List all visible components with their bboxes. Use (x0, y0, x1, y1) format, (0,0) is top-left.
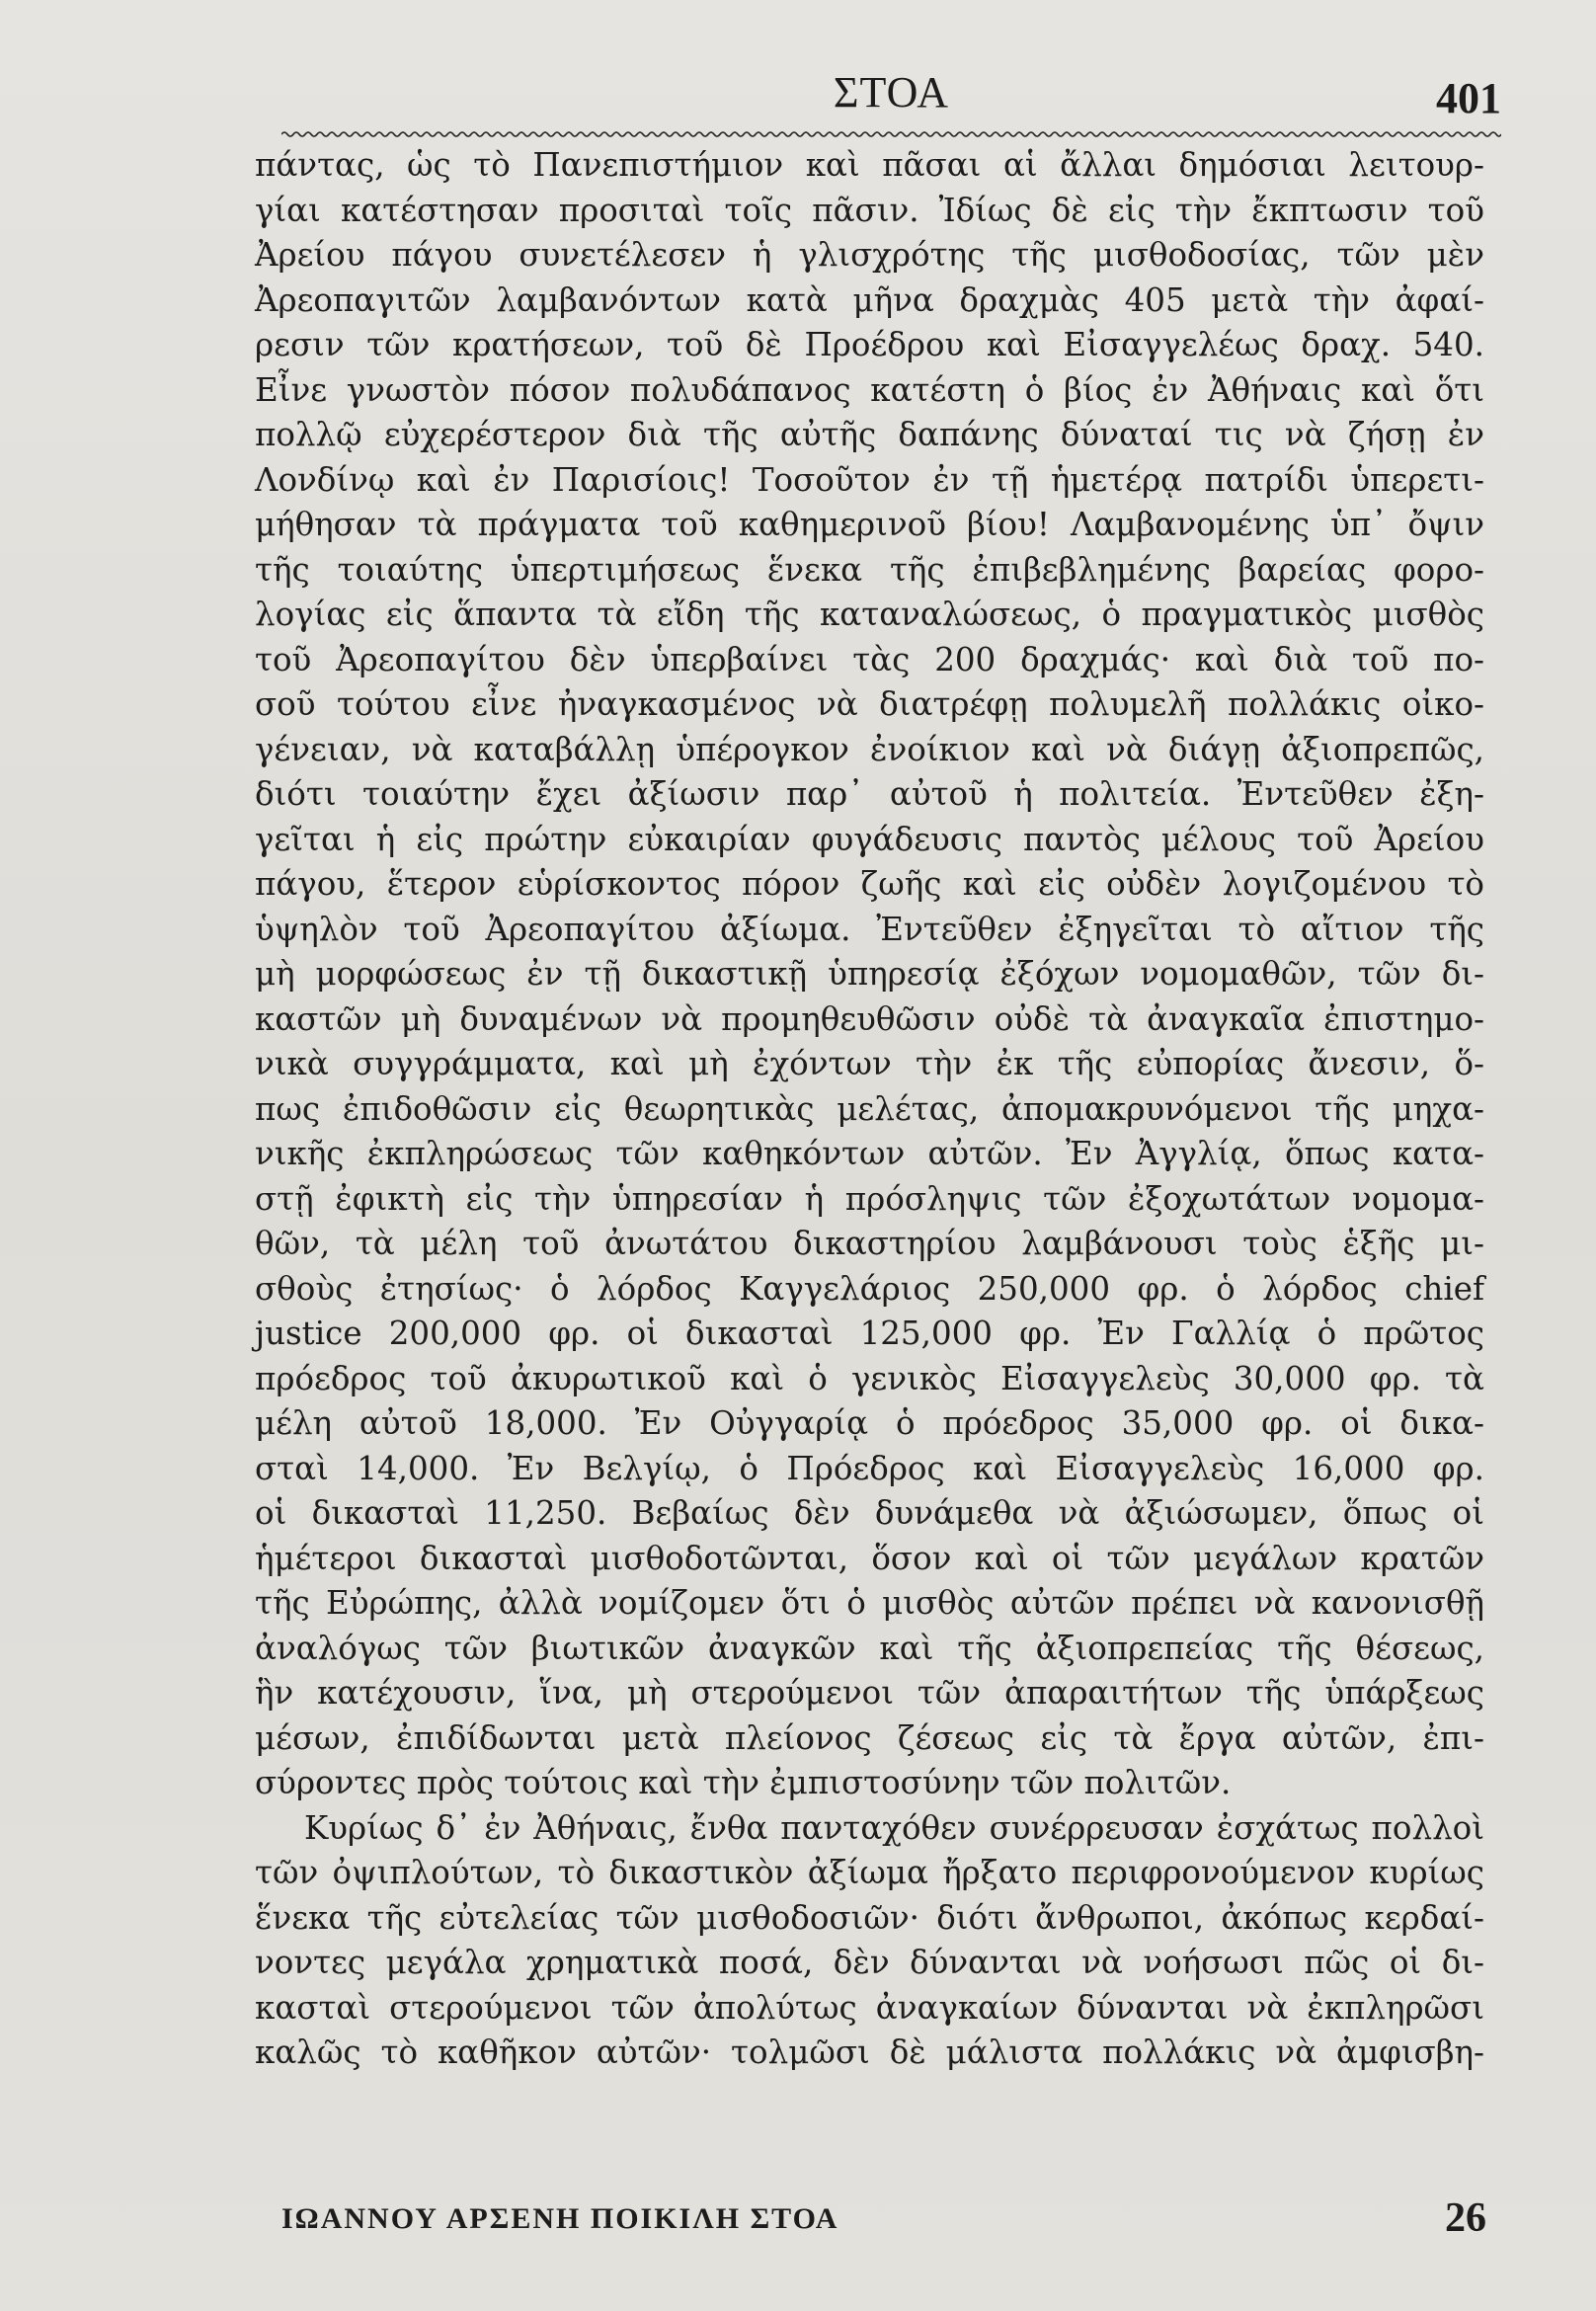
text-line: σύροντες πρὸς τούτοις καὶ τὴν ἐμπιστοσύνην τῶν πολιτῶν. (255, 1764, 1232, 1801)
text-line: πάγου, ἕτερον εὑρίσκοντος πόρον ζωῆς καὶ εἰς οὐδὲν λογιζομένου τὸ (255, 865, 1484, 903)
text-line: Εἶνε γνωστὸν πόσον πολυδάπανος κατέστη ὁ βίος ἐν Ἀθήναις καὶ ὅτι (255, 370, 1484, 409)
text-line: σοῦ τούτου εἶνε ἠναγκασμένος νὰ διατρέφῃ πολυμελῆ πολλάκις οἰκο- (255, 685, 1484, 723)
running-head: ΣΤΟΑ (833, 68, 950, 117)
text-line: μέλη αὐτοῦ 18,000. Ἐν Οὐγγαρίᾳ ὁ πρόεδρος 35,000 φρ. οἱ δικα- (255, 1404, 1484, 1442)
text-line: Λονδίνῳ καὶ ἐν Παρισίοις! Τοσοῦτον ἐν τῇ ἡμετέρᾳ πατρίδι ὑπερετι- (255, 460, 1484, 499)
text-line: νικὰ συγγράμματα, καὶ μὴ ἐχόντων τὴν ἐκ τῆς εὐπορίας ἄνεσιν, ὅ- (255, 1045, 1484, 1082)
text-line: καστῶν μὴ δυναμένων νὰ προμηθευθῶσιν οὐδὲ τὰ ἀναγκαῖα ἐπιστημο- (255, 999, 1484, 1038)
text-line: στῇ ἐφικτὴ εἰς τὴν ὑπηρεσίαν ἡ πρόσληψις τῶν ἐξοχωτάτων νομομα- (255, 1179, 1484, 1218)
signature-mark: ΙΩΑΝΝΟΥ ΑΡΣΕΝΗ ΠΟΙΚΙΛΗ ΣΤΟΑ (281, 2202, 839, 2235)
text-line: Κυρίως δ᾽ ἐν Ἀθήναις, ἔνθα πανταχόθεν συνέρρευσαν ἐσχάτως πολλοὶ (304, 1808, 1484, 1847)
text-line: justice 200,000 φρ. οἱ δικασταὶ 125,000 φρ. Ἐν Γαλλίᾳ ὁ πρῶτος (255, 1315, 1484, 1352)
text-line: πρόεδρος τοῦ ἀκυρωτικοῦ καὶ ὁ γενικὸς Εἰσαγγελεὺς 30,000 φρ. τὰ (255, 1359, 1484, 1397)
text-line: γίαι κατέστησαν προσιταὶ τοῖς πᾶσιν. Ἰδίως δὲ εἰς τὴν ἔκπτωσιν τοῦ (255, 191, 1484, 229)
text-line: Ἀρεοπαγιτῶν λαμβανόντων κατὰ μῆνα δραχμὰς 405 μετὰ τὴν ἀφαί- (255, 280, 1484, 319)
text-line: μὴ μορφώσεως ἐν τῇ δικαστικῇ ὑπηρεσίᾳ ἐξόχων νομομαθῶν, τῶν δι- (255, 955, 1484, 993)
text-line: γένειαν, νὰ καταβάλλῃ ὑπέρογκον ἐνοίκιον καὶ νὰ διάγῃ ἀξιοπρεπῶς, (255, 730, 1484, 768)
page-number: 401 (1436, 74, 1501, 122)
signature-number: 26 (1445, 2195, 1486, 2241)
text-line: τοῦ Ἀρεοπαγίτου δὲν ὑπερβαίνει τὰς 200 δραχμάς· καὶ διὰ τοῦ πο- (255, 640, 1484, 678)
page-header (281, 59, 1501, 148)
header-wavy-rule (281, 130, 1501, 138)
paragraph-1 (255, 143, 1484, 1806)
text-line: μέσων, ἐπιδίδωνται μετὰ πλείονος ζέσεως εἰς τὰ ἔργα αὐτῶν, ἐπι- (255, 1718, 1484, 1757)
text-line: σθοὺς ἐτησίως· ὁ λόρδος Καγγελάριος 250,000 φρ. ὁ λόρδος chief (255, 1269, 1484, 1308)
text-line: τῆς Εὐρώπης, ἀλλὰ νομίζομεν ὅτι ὁ μισθὸς αὐτῶν πρέπει νὰ κανονισθῇ (255, 1584, 1484, 1622)
text-line: πάντας, ὡς τὸ Πανεπιστήμιον καὶ πᾶσαι αἱ ἄλλαι δημόσιαι λειτουρ- (255, 146, 1484, 184)
text-line: ρεσιν τῶν κρατήσεων, τοῦ δὲ Προέδρου καὶ Εἰσαγγελέως δραχ. 540. (255, 326, 1484, 363)
text-line: νικῆς ἐκπληρώσεως τῶν καθηκόντων αὐτῶν. Ἐν Ἀγγλίᾳ, ὅπως κατα- (255, 1135, 1484, 1172)
text-line: κασταὶ στερούμενοι τῶν ἀπολύτως ἀναγκαίων δύνανται νὰ ἐκπληρῶσι (255, 1988, 1484, 2027)
body-text (255, 143, 1484, 2076)
paragraph-2 (255, 1806, 1484, 2076)
text-line: νοντες μεγάλα χρηματικὰ ποσά, δὲν δύνανται νὰ νοήσωσι πῶς οἱ δι- (255, 1944, 1484, 1981)
text-line: γεῖται ἡ εἰς πρώτην εὐκαιρίαν φυγάδευσις παντὸς μέλους τοῦ Ἀρείου (255, 820, 1484, 858)
text-line: ὑψηλὸν τοῦ Ἀρεοπαγίτου ἀξίωμα. Ἐντεῦθεν ἐξηγεῖται τὸ αἴτιον τῆς (255, 910, 1484, 948)
text-line: τῆς τοιαύτης ὑπερτιμήσεως ἕνεκα τῆς ἐπιβεβλημένης βαρείας φορο- (255, 550, 1484, 589)
text-line: ἣν κατέχουσιν, ἵνα, μὴ στερούμενοι τῶν ἀπαραιτήτων τῆς ὑπάρξεως (255, 1674, 1484, 1712)
text-line: σταὶ 14,000. Ἐν Βελγίῳ, ὁ Πρόεδρος καὶ Εἰσαγγελεὺς 16,000 φρ. (255, 1449, 1484, 1487)
text-line: διότι τοιαύτην ἔχει ἀξίωσιν παρ᾽ αὐτοῦ ἡ πολιτεία. Ἐντεῦθεν ἐξη- (255, 775, 1484, 813)
page-footer (281, 2194, 1486, 2254)
text-line: πως ἐπιδοθῶσιν εἰς θεωρητικὰς μελέτας, ἀπομακρυνόμενοι τῆς μηχα- (255, 1089, 1484, 1128)
text-line: μήθησαν τὰ πράγματα τοῦ καθημερινοῦ βίου! Λαμβανομένης ὑπ᾽ ὄψιν (255, 506, 1484, 543)
text-line: θῶν, τὰ μέλη τοῦ ἀνωτάτου δικαστηρίου λαμβάνουσι τοὺς ἑξῆς μι- (255, 1225, 1484, 1262)
text-line: λογίας εἰς ἅπαντα τὰ εἴδη τῆς καταναλώσεως, ὁ πραγματικὸς μισθὸς (255, 596, 1484, 633)
text-line: ἀναλόγως τῶν βιωτικῶν ἀναγκῶν καὶ τῆς ἀξιοπρεπείας τῆς θέσεως, (255, 1629, 1484, 1667)
text-line: ἡμέτεροι δικασταὶ μισθοδοτῶνται, ὅσον καὶ οἱ τῶν μεγάλων κρατῶν (255, 1539, 1484, 1577)
text-line: ἕνεκα τῆς εὐτελείας τῶν μισθοδοσιῶν· διότι ἄνθρωποι, ἀκόπως κερδαί- (255, 1898, 1484, 1937)
text-line: καλῶς τὸ καθῆκον αὐτῶν· τολμῶσι δὲ μάλιστα πολλάκις νὰ ἀμφισβη- (255, 2033, 1484, 2071)
text-line: Ἀρείου πάγου συνετέλεσεν ἡ γλισχρότης τῆς μισθοδοσίας, τῶν μὲν (255, 236, 1484, 274)
text-line: τῶν ὀψιπλούτων, τὸ δικαστικὸν ἀξίωμα ἤρξατο περιφρονούμενον κυρίως (255, 1854, 1484, 1891)
text-line: πολλῷ εὐχερέστερον διὰ τῆς αὐτῆς δαπάνης δύναταί τις νὰ ζήσῃ ἐν (255, 416, 1484, 453)
text-line: οἱ δικασταὶ 11,250. Βεβαίως δὲν δυνάμεθα νὰ ἀξιώσωμεν, ὅπως οἱ (255, 1494, 1484, 1532)
